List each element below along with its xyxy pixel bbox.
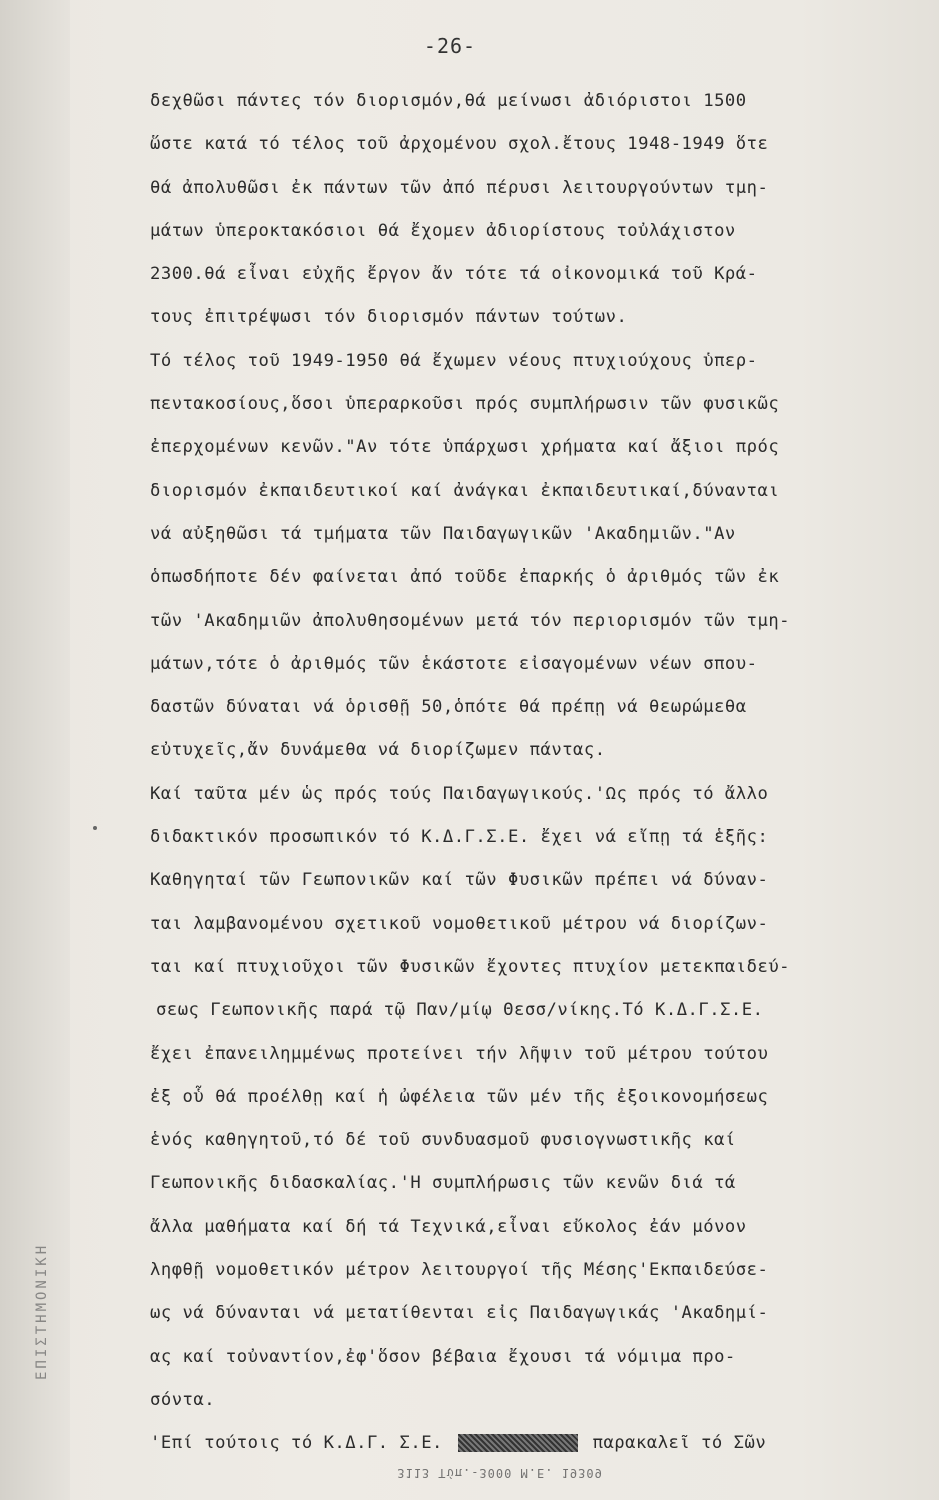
text-line: ται καί πτυχιοῦχοι τῶν Φυσικῶν ἔχοντες πτυχίον μετεκπαιδεύ- — [150, 956, 791, 977]
last-line-suffix: παρακαλεῖ τό Σῶν — [592, 1433, 767, 1454]
text-line-last — [150, 1422, 910, 1465]
text-line: ας καί τοὐναντίον,ἐφ'ὅσον βέβαια ἔχουσι τά νόμιμα προ- — [150, 1346, 736, 1367]
page-number: -26- — [423, 34, 477, 58]
text-line: πεντακοσίους,ὅσοι ὑπεραρκοῦσι πρός συμπλήρωσιν τῶν φυσικῶς — [150, 394, 780, 415]
text-line: ληφθῇ νομοθετικόν μέτρον λειτουργοί τῆς Μέσης'Εκπαιδεύσε- — [150, 1260, 769, 1281]
text-line: μάτων ὑπεροκτακόσιοι θά ἔχομεν ἀδιορίστους τοὐλάχιστον — [150, 220, 736, 241]
text-line: διδακτικόν προσωπικόν τό Κ.Δ.Γ.Σ.Ε. ἔχει νά εἴπῃ τά ἑξῆς: — [150, 827, 769, 848]
text-line: Καί ταῦτα μέν ὡς πρός τούς Παιδαγωγικούς.'Ως πρός τό ἄλλο — [150, 783, 769, 804]
text-line: ται λαμβανομένου σχετικοῦ νομοθετικοῦ μέτρου νά διορίζων- — [150, 913, 769, 934]
text-line: ὁπωσδήποτε δέν φαίνεται ἀπό τοῦδε ἐπαρκής ὁ ἀριθμός τῶν ἐκ — [150, 567, 780, 588]
text-line: μάτων,τότε ὁ ἀριθμός τῶν ἑκάστοτε εἰσαγομένων νέων σπου- — [150, 653, 758, 674]
text-line: Τό τέλος τοῦ 1949-1950 θά ἔχωμεν νέους πτυχιούχους ὑπερ- — [150, 350, 758, 371]
footer-print-stamp: 3113 Τύπ.-3000 Μ.Ε. 19309 — [397, 1466, 603, 1480]
text-line: Γεωπονικῆς διδασκαλίας.'Η συμπλήρωσις τῶν κενῶν διά τά — [150, 1173, 736, 1194]
text-line: τους ἐπιτρέψωσι τόν διορισμόν πάντων τούτων. — [150, 307, 628, 328]
text-line: εὐτυχεῖς,ἄν δυνάμεθα νά διορίζωμεν πάντας. — [150, 740, 606, 761]
text-line: ἔχει ἐπανειλημμένως προτείνει τήν λῆψιν τοῦ μέτρου τούτου — [150, 1043, 769, 1064]
text-line: σόντα. — [150, 1389, 216, 1410]
text-line: ἄλλα μαθήματα καί δή τά Τεχνικά,εἶναι εὔκολος ἐάν μόνον — [150, 1216, 747, 1237]
margin-dot-mark — [93, 826, 97, 830]
text-line: δεχθῶσι πάντες τόν διορισμόν,θά μείνωσι ἀδιόριστοι 1500 — [150, 91, 747, 111]
text-line: διορισμόν ἐκπαιδευτικοί καί ἀνάγκαι ἐκπαιδευτικαί,δύνανται — [150, 480, 780, 501]
text-line: ἑνός καθηγητοῦ,τό δέ τοῦ συνδυασμοῦ φυσιογνωστικῆς καί — [150, 1130, 736, 1151]
text-line: νά αὐξηθῶσι τά τμήματα τῶν Παιδαγωγικῶν 'Ακαδημιῶν."Αν — [150, 523, 736, 544]
text-line: ἐπερχομένων κενῶν."Αν τότε ὑπάρχωσι χρήματα καί ἄξιοι πρός — [150, 437, 780, 458]
text-line: Καθηγηταί τῶν Γεωπονικῶν καί τῶν Φυσικῶν πρέπει νά δύναν- — [150, 870, 769, 891]
text-line: ὥστε κατά τό τέλος τοῦ ἀρχομένου σχολ.ἔτους 1948-1949 ὅτε — [150, 134, 769, 155]
text-line: δαστῶν δύναται νά ὁρισθῇ 50,ὁπότε θά πρέπῃ νά θεωρώμεθα — [150, 697, 747, 718]
text-line: 2300.θά εἶναι εὐχῆς ἔργον ἄν τότε τά οἰκονομικά τοῦ Κρά- — [150, 264, 758, 285]
body-text — [150, 80, 910, 1466]
last-line-prefix: 'Επί τούτοις τό Κ.Δ.Γ. Σ.Ε. — [150, 1433, 443, 1454]
text-line: τῶν 'Ακαδημιῶν ἀπολυθησομένων μετά τόν περιορισμόν τῶν τμη- — [150, 610, 791, 631]
margin-vertical-stamp: ΕΠΙΣΤΗΜΟΝΙΚΗ — [34, 1242, 50, 1380]
text-line: σεως Γεωπονικῆς παρά τῷ Παν/μίῳ Θεσσ/νίκης.Τό Κ.Δ.Γ.Σ.Ε. — [156, 1000, 764, 1021]
redacted-text-mark — [458, 1434, 578, 1452]
text-line: θά ἀπολυθῶσι ἐκ πάντων τῶν ἀπό πέρυσι λειτουργούντων τμη- — [150, 177, 769, 198]
text-line: ἐξ οὗ θά προέλθῃ καί ἡ ὠφέλεια τῶν μέν τῆς ἐξοικονομήσεως — [150, 1086, 769, 1107]
text-line: ως νά δύνανται νά μετατίθενται εἰς Παιδαγωγικάς 'Ακαδημί- — [150, 1303, 769, 1324]
